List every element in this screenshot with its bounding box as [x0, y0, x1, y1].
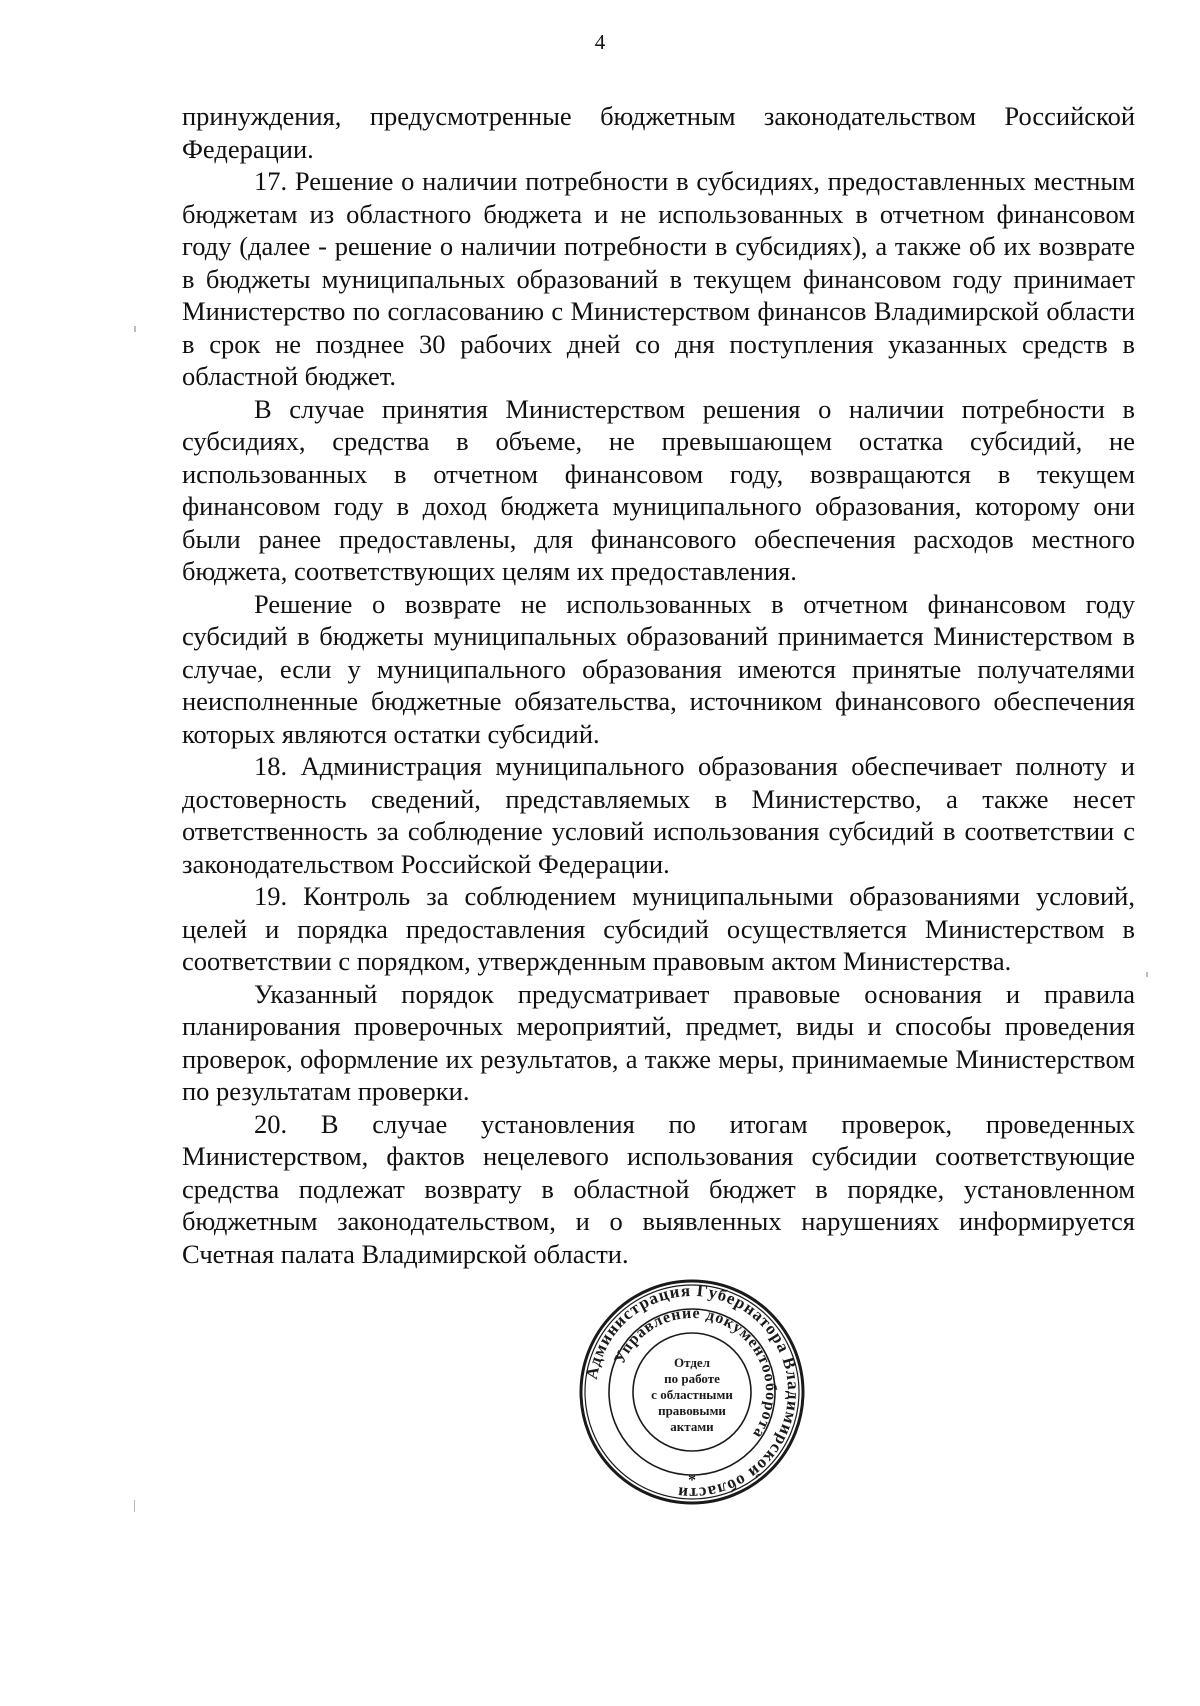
- scan-artifact: [134, 326, 136, 332]
- paragraph-item-17: 17. Решение о наличии потребности в субсидиях, предоставленных местным бюджетам из областного бюджета и не использованных в отчетном финансовом году (далее - решение о наличии потребности в субсидиях), а также об их возврате в бюджеты муниципальных образований в текущем финансовом году принимает Министерство по согласованию с Министерством финансов Владимирской области в срок не позднее 30 рабочих дней со дня поступления указанных средств в областной бюджет.: [182, 166, 1135, 391]
- paragraph-refund-case: В случае принятия Министерством решения о наличии потребности в субсидиях, средства в объеме, не превышающем остатка субсидий, не использованных в отчетном финансовом году, возвращаются в текущем финансовом году в доход бюджета муниципального образования, которому они были ранее предоставлены, для финансового обеспечения расходов местного бюджета, соответствующих целям их предоставления.: [182, 393, 1135, 586]
- paragraph-refund-decision: Решение о возврате не использованных в отчетном финансовом году субсидий в бюджеты муниципальных образований принимается Министерством в случае, если у муниципального образования имеются принятые получателями неисполненные бюджетные обязательства, источником финансового обеспечения которых являются остатки субсидий.: [182, 588, 1135, 749]
- scan-artifact: [134, 1500, 135, 1512]
- paragraph-continuation: принуждения, предусмотренные бюджетным законодательством Российской Федерации.: [182, 101, 1135, 164]
- seal-center-line: актами: [670, 1419, 714, 1434]
- seal-star: *: [688, 1472, 696, 1489]
- official-seal: [577, 1277, 807, 1507]
- seal-center-line: правовыми: [658, 1403, 726, 1418]
- seal-center-line: по работе: [664, 1371, 720, 1386]
- paragraph-control-procedure: Указанный порядок предусматривает правовые основания и правила планирования проверочных мероприятий, предмет, виды и способы проведения проверок, оформление их результатов, а также меры, принимаемые Министерством по результатам проверки.: [182, 978, 1135, 1106]
- paragraph-item-18: 18. Администрация муниципального образования обеспечивает полноту и достоверность сведений, представляемых в Министерство, а также несет ответственность за соблюдение условий использования субсидий в соответствии с законодательством Российской Федерации.: [182, 751, 1135, 879]
- document-body: [182, 100, 1135, 1270]
- paragraph-item-19: 19. Контроль за соблюдением муниципальными образованиями условий, целей и порядка предоставления субсидий осуществляется Министерством в соответствии с порядком, утвержденным правовым актом Министерства.: [182, 881, 1135, 976]
- seal-center-text: [577, 1355, 807, 1435]
- seal-outer-text: Администрация Губернатора Владимирской области: [581, 1280, 804, 1504]
- page-number: 4: [594, 30, 606, 54]
- scan-artifact: [1146, 972, 1148, 977]
- paragraph-item-20: 20. В случае установления по итогам проверок, проведенных Министерством, фактов нецелевого использования субсидии соответствующие средства подлежат возврату в областной бюджет в порядке, установленном бюджетным законодательством, и о выявленных нарушениях информируется Счетная палата Владимирской области.: [182, 1108, 1135, 1269]
- seal-center-line: Отдел: [674, 1355, 710, 1370]
- seal-center-line: с областными: [651, 1387, 733, 1402]
- seal-middle-text: Управление документооборота: [611, 1304, 780, 1442]
